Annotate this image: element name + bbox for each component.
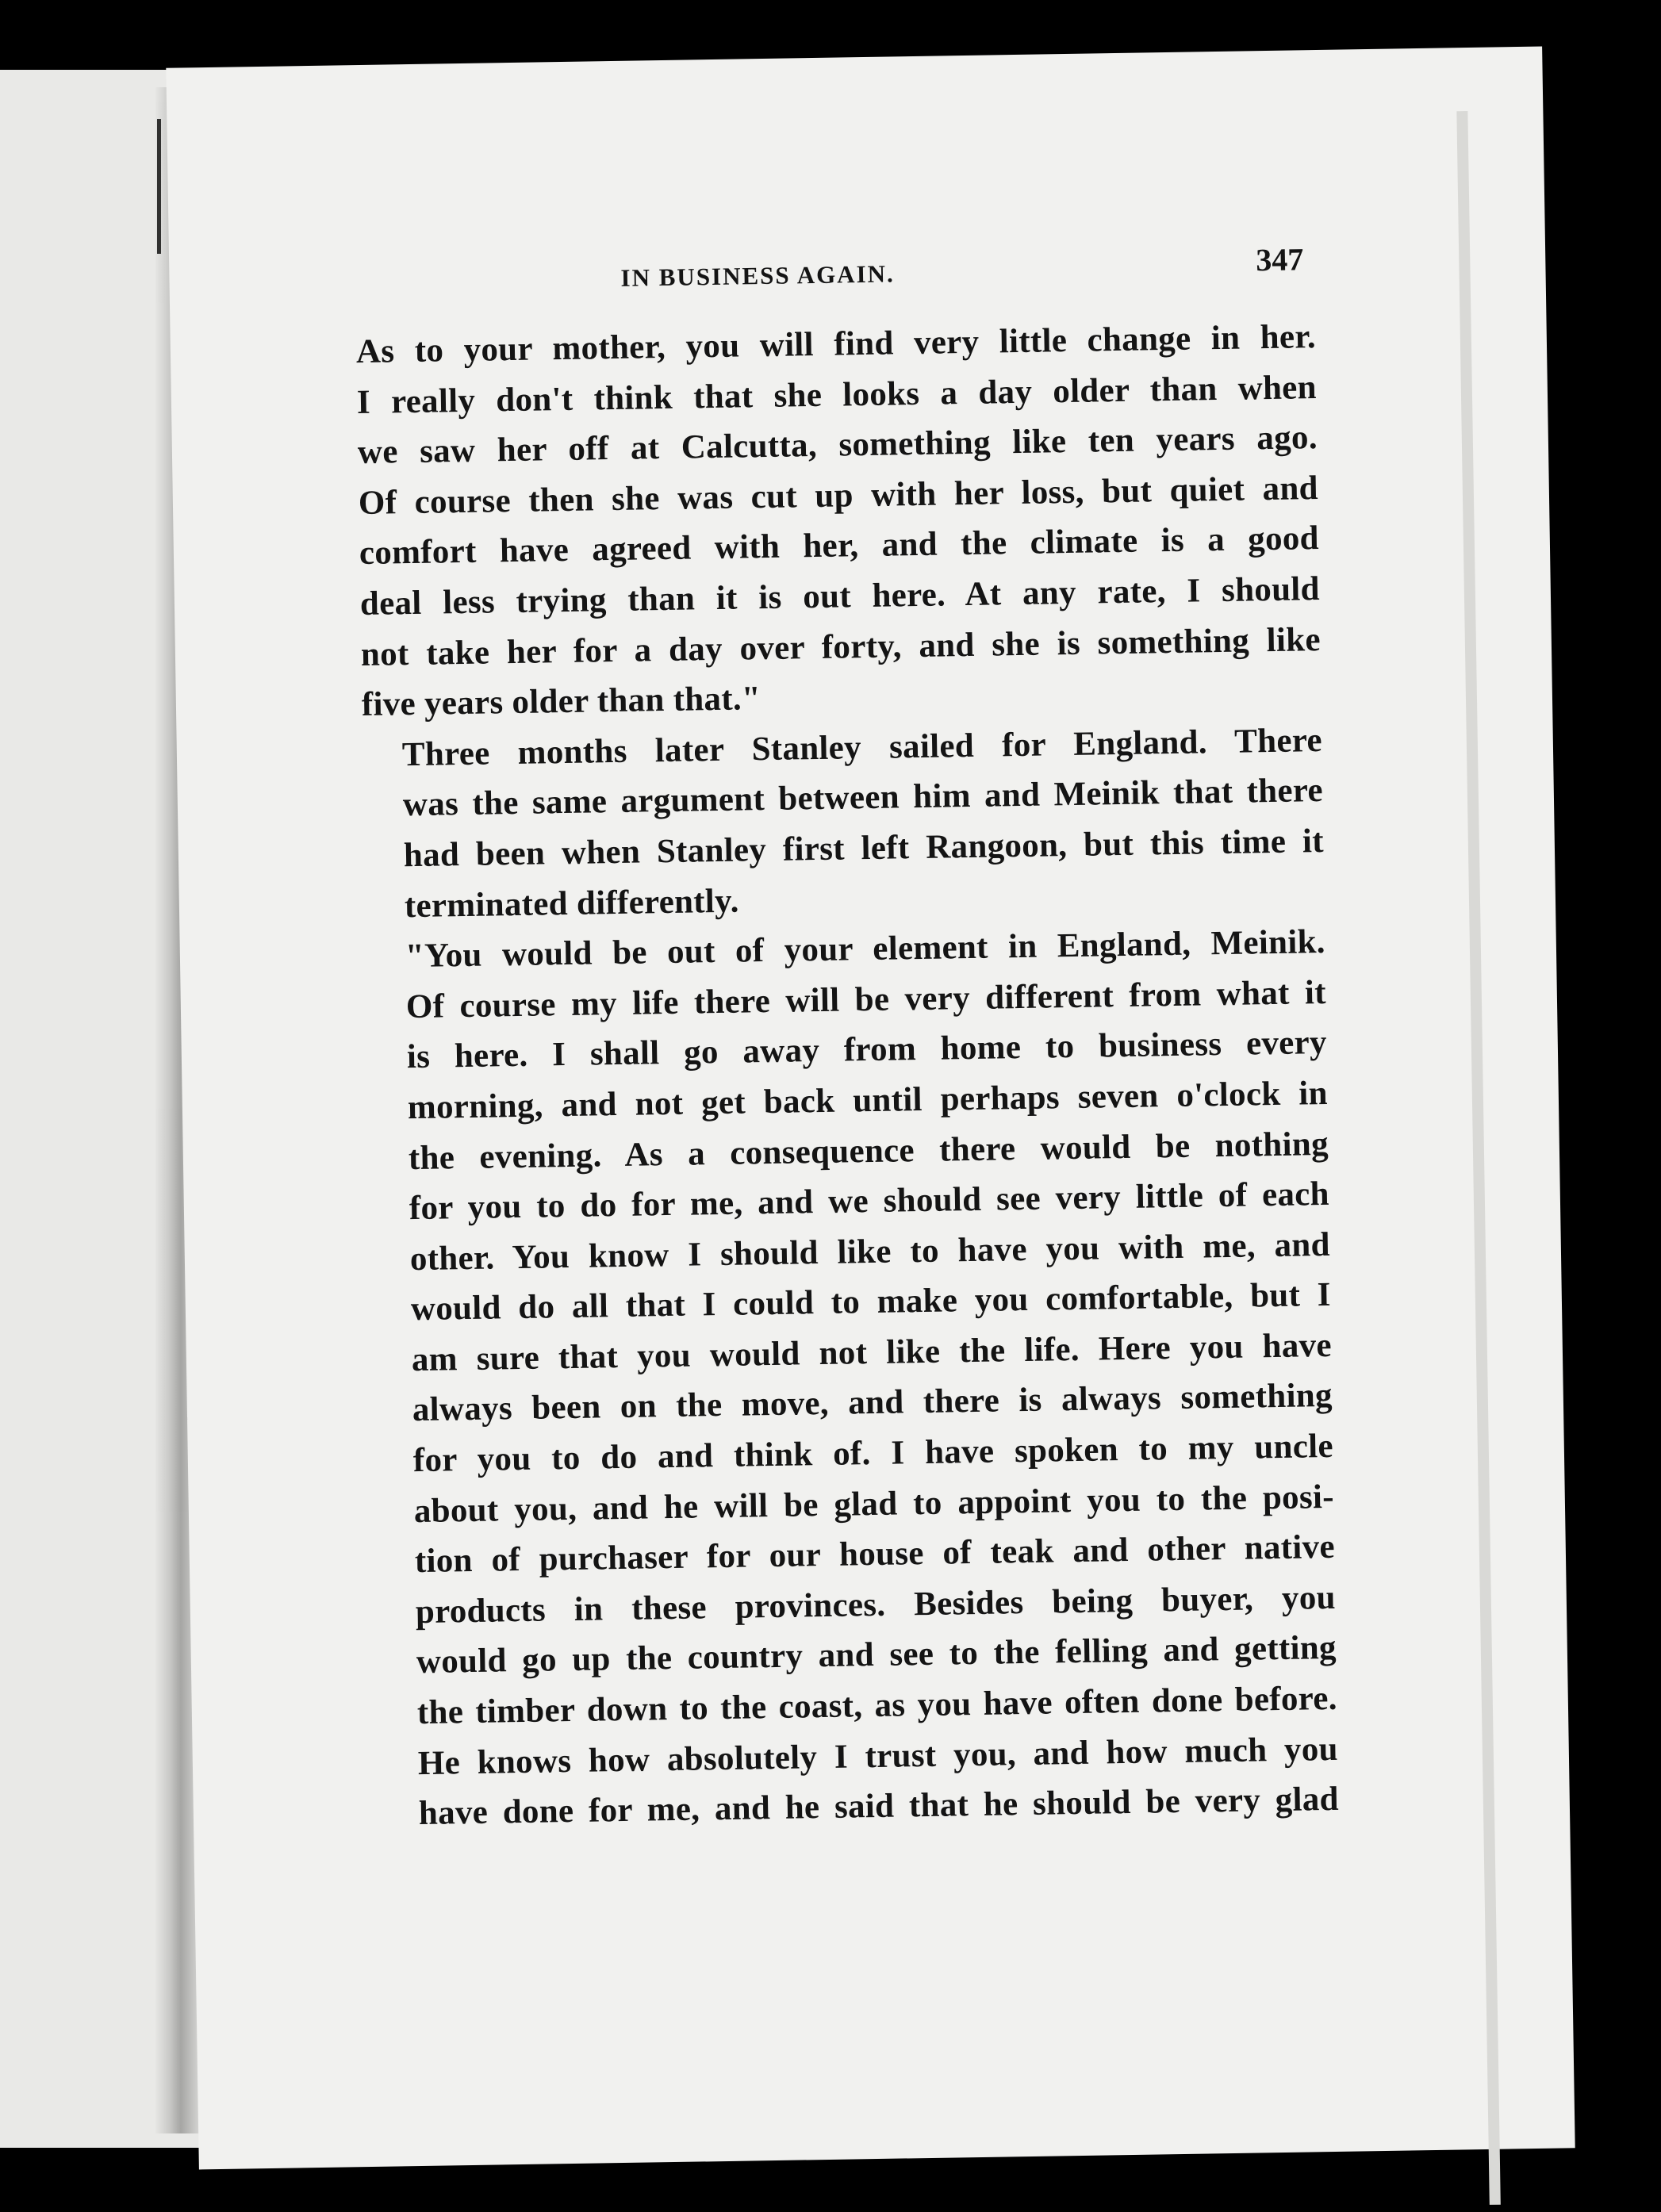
text-line: deal less trying than it is out here. At any rate, I should [359, 569, 1321, 623]
page-content [355, 240, 1339, 1840]
text-line: morning, and not get back until perhaps seven o'clock in [407, 1074, 1329, 1127]
text-line: Three months later Stanley sailed for England. There [401, 721, 1323, 773]
text-line: was the same argument between him and Meinik that there [402, 772, 1324, 824]
text-line: is here. I shall go away from home to business every [406, 1024, 1328, 1076]
text-line: comfort have agreed with her, and the climate is a good [359, 519, 1320, 573]
paragraph [365, 917, 1339, 1840]
page-edge [1456, 111, 1500, 2205]
page-number: 347 [1255, 241, 1304, 278]
text-line: would do all that I could to make you comfortable, but I [410, 1276, 1332, 1328]
right-page [166, 47, 1575, 2170]
text-line: had been when Stanley first left Rangoon, but this time it [403, 822, 1325, 875]
text-line: not take her for a day over forty, and she is something like [360, 620, 1322, 673]
text-line: products in these provinces. Besides being buyer, you [415, 1578, 1337, 1631]
text-line: Of course my life there will be very different from what it [405, 973, 1327, 1025]
text-line: the evening. As a consequence there would be nothing [408, 1125, 1329, 1177]
text-line: for you to do and think of. I have spoken to my uncle [412, 1427, 1334, 1480]
page-header [355, 240, 1315, 327]
text-line: As to your mother, you will find very little change in her. [355, 318, 1317, 371]
text-line: He knows how absolutely I trust you, and how much you [417, 1730, 1339, 1782]
text-line: five years older than that." [361, 680, 761, 724]
gutter-shadow-mark [157, 119, 161, 254]
text-line: "You would be out of your element in England, Meinik. [405, 923, 1326, 976]
text-line: tion of purchaser for our house of teak and other native [414, 1528, 1336, 1581]
text-line: I really don't think that she looks a day older than when [356, 368, 1318, 421]
paragraph [355, 312, 1322, 730]
text-line: would go up the country and see to the felling and getting [416, 1629, 1337, 1681]
text-line: about you, and he will be glad to appoint you to the posi- [413, 1478, 1335, 1530]
text-line: Of course then she was cut up with her loss, but quiet and [358, 469, 1319, 522]
text-line: we saw her off at Calcutta, something like ten years ago. [357, 419, 1318, 472]
running-head: IN BUSINESS AGAIN. [620, 259, 896, 292]
text-line: am sure that you would not like the life. Here you have [411, 1326, 1333, 1378]
text-line: always been on the move, and there is always something [412, 1377, 1333, 1429]
text-line: the timber down to the coast, as you have often done before. [416, 1679, 1338, 1732]
text-line: for you to do for me, and we should see very little of each [409, 1175, 1330, 1228]
text-line: terminated differently. [404, 882, 739, 925]
paragraph [362, 715, 1325, 932]
text-line: other. You know I should like to have you with me, and [409, 1225, 1331, 1278]
text-line: have done for me, and he said that he should be very glad [418, 1781, 1340, 1833]
